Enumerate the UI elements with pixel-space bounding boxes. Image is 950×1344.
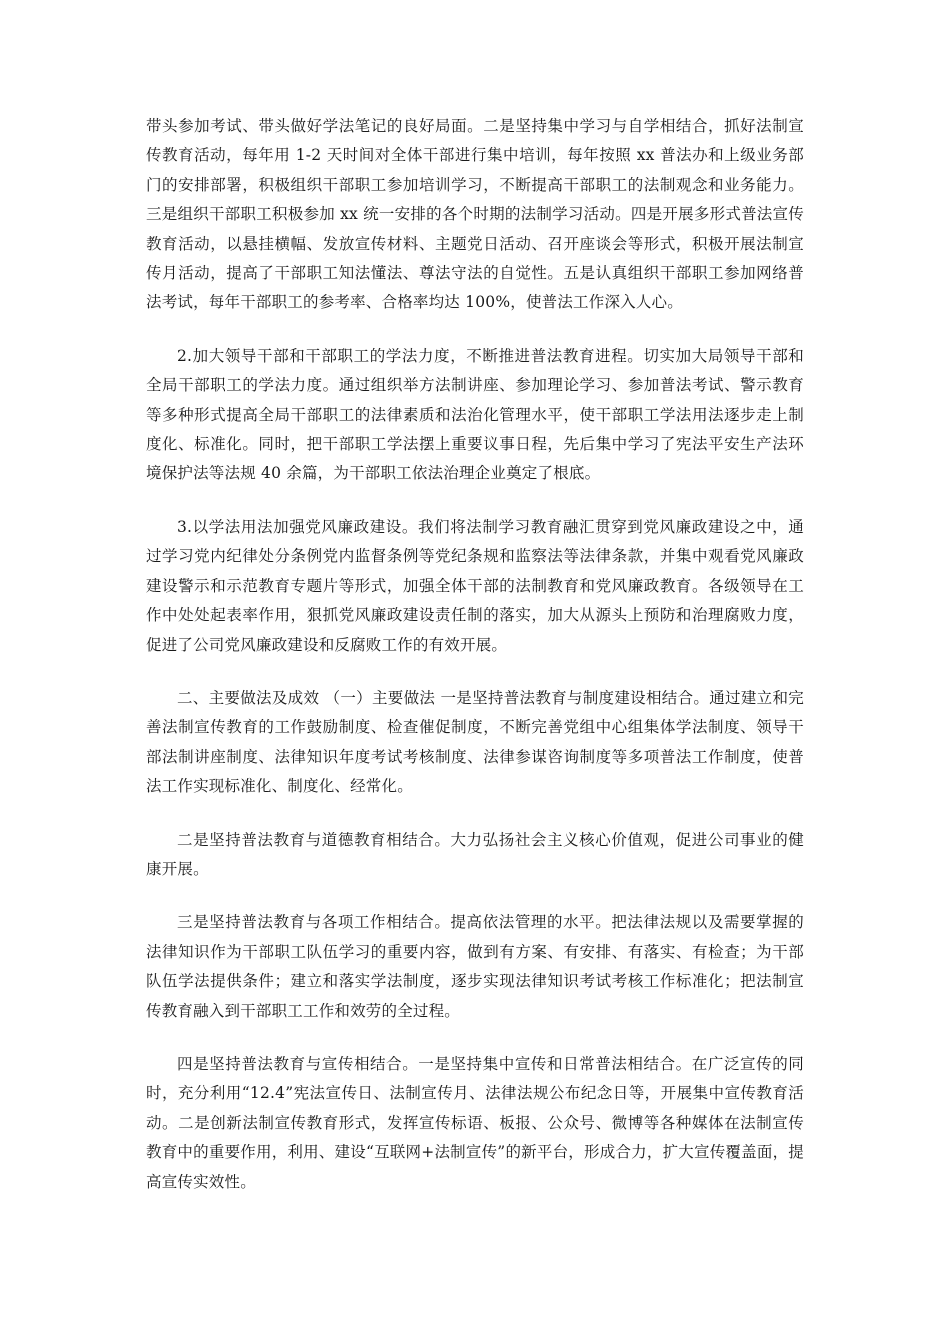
paragraph-4: 二、主要做法及成效 （一）主要做法 一是坚持普法教育与制度建设相结合。通过建立和完善法制宣传教育的工作鼓励制度、检查催促制度，不断完善党组中心组集体学法制度、领导干部法制讲座制度、法律知识年度考试考核制度、法律参谋咨询制度等多项普法工作制度，使普法工作实现标准化、制度化、经常化。	[146, 688, 804, 796]
document-body	[146, 112, 804, 1221]
paragraph-6: 三是坚持普法教育与各项工作相结合。提高依法管理的水平。把法律法规以及需要掌握的法律知识作为干部职工队伍学习的重要内容，做到有方案、有安排、有落实、有检查；为干部队伍学法提供条件；建立和落实学法制度，逐步实现法律知识考试考核工作标准化；把法制宣传教育融入到干部职工工作和效劳的全过程。	[146, 913, 804, 1020]
paragraph-5: 二是坚持普法教育与道德教育相结合。大力弘扬社会主义核心价值观，促进公司事业的健康开展。	[146, 830, 804, 878]
paragraph-2: 2.加大领导干部和干部职工的学法力度，不断推进普法教育进程。切实加大局领导干部和全局干部职工的学法力度。通过组织举方法制讲座、参加理论学习、参加普法考试、警示教育等多种形式提高全局干部职工的法律素质和法治化管理水平，使干部职工学法用法逐步走上制度化、标准化。同时，把干部职工学法摆上重要议事日程，先后集中学习了宪法平安生产法环境保护法等法规 40 余篇，为干部职工依法治理企业奠定了根底。	[146, 346, 804, 483]
paragraph-3: 3.以学法用法加强党风廉政建设。我们将法制学习教育融汇贯穿到党风廉政建设之中，通过学习党内纪律处分条例党内监督条例等党纪条规和监察法等法律条款，并集中观看党风廉政建设警示和示范教育专题片等形式，加强全体干部的法制教育和党风廉政教育。各级领导在工作中处处起表率作用，狠抓党风廉政建设责任制的落实，加大从源头上预防和治理腐败力度，促进了公司党风廉政建设和反腐败工作的有效开展。	[146, 517, 804, 654]
paragraph-1: 带头参加考试、带头做好学法笔记的良好局面。二是坚持集中学习与自学相结合，抓好法制宣传教育活动，每年用 1-2 天时间对全体干部进行集中培训，每年按照 xx 普法办和上级业务部门的安排部署，积极组织干部职工参加培训学习，不断提高干部职工的法制观念和业务能力。三是组织干部职工积极参加 xx 统一安排的各个时期的法制学习活动。四是开展多形式普法宣传教育活动，以悬挂横幅、发放宣传材料、主题党日活动、召开座谈会等形式，积极开展法制宣传月活动，提高了干部职工知法懂法、尊法守法的自觉性。五是认真组织干部职工参加网络普法考试，每年干部职工的参考率、合格率均达 100%，使普法工作深入人心。	[146, 117, 804, 312]
paragraph-7: 四是坚持普法教育与宣传相结合。一是坚持集中宣传和日常普法相结合。在广泛宣传的同时，充分利用“12.4”宪法宣传日、法制宣传月、法律法规公布纪念日等，开展集中宣传教育活动。二是创新法制宣传教育形式，发挥宣传标语、板报、公众号、微博等各种媒体在法制宣传教育中的重要作用，利用、建设“互联网+法制宣传”的新平台，形成合力，扩大宣传覆盖面，提高宣传实效性。	[146, 1054, 804, 1191]
